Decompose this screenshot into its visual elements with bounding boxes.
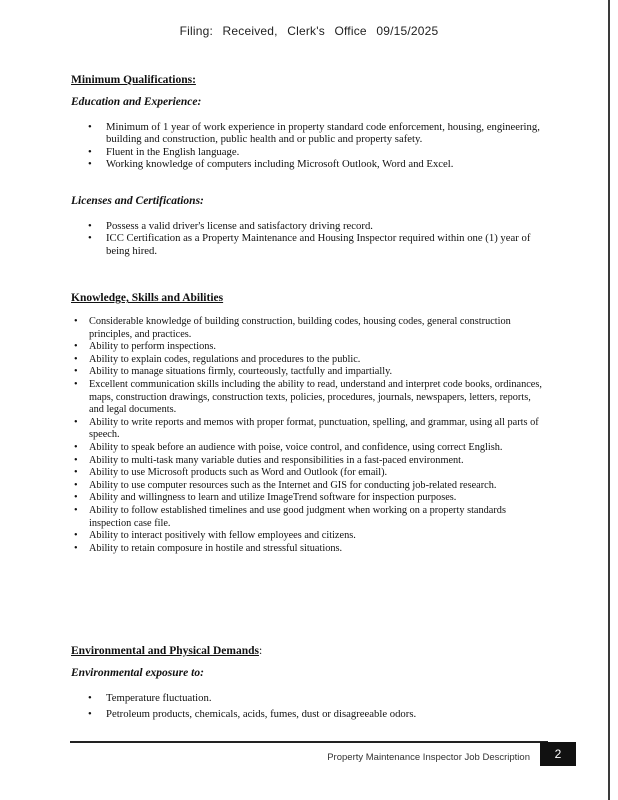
list-item: • Considerable knowledge of building construction, building codes, housing codes, general construction principles, and practices. — [74, 316, 544, 341]
env-exposure-heading: Environmental exposure to: — [71, 667, 204, 679]
env-heading: Environmental and Physical Demands — [71, 645, 259, 657]
list-item: • Ability to use computer resources such as the Internet and GIS for conducting job-related research. — [74, 480, 544, 493]
list-item: • ICC Certification as a Property Maintenance and Housing Inspector required within one (1) year of being hired. — [88, 232, 548, 257]
list-item: • Ability to speak before an audience with poise, voice control, and confidence, using correct English. — [74, 442, 544, 455]
list-item: • Minimum of 1 year of work experience in property standard code enforcement, housing, engineering, building and construction, public health and or public and property safety. — [88, 121, 548, 146]
list-item: • Possess a valid driver's license and satisfactory driving record. — [88, 220, 548, 232]
filing-stamp: Filing: Received, Clerk's Office 09/15/2025 — [179, 24, 439, 38]
education-list — [88, 121, 548, 171]
licenses-list — [88, 220, 548, 257]
list-item: • Fluent in the English language. — [88, 146, 548, 158]
footer-title: Property Maintenance Inspector Job Description — [327, 752, 530, 763]
list-item: • Ability to perform inspections. — [74, 341, 544, 354]
page-number: 2 — [540, 742, 576, 766]
env-list — [88, 690, 548, 722]
list-item: • Ability to manage situations firmly, courteously, tactfully and impartially. — [74, 366, 544, 379]
list-item: • Ability to follow established timelines and use good judgment when working on a property standards inspection case file. — [74, 505, 544, 530]
list-item: • Petroleum products, chemicals, acids, fumes, dust or disagreeable odors. — [88, 706, 548, 722]
list-item: • Temperature fluctuation. — [88, 690, 548, 706]
list-item: • Ability and willingness to learn and utilize ImageTrend software for inspection purposes. — [74, 492, 544, 505]
list-item: • Ability to explain codes, regulations and procedures to the public. — [74, 354, 544, 367]
ksa-list — [74, 316, 544, 555]
scan-edge — [608, 0, 610, 800]
env-heading-colon: : — [258, 645, 263, 657]
footer-divider — [70, 741, 548, 743]
education-heading: Education and Experience: — [71, 96, 202, 108]
licenses-heading: Licenses and Certifications: — [71, 195, 204, 207]
list-item: • Ability to retain composure in hostile and stressful situations. — [74, 543, 544, 556]
list-item: • Ability to multi-task many variable duties and responsibilities in a fast-paced environment. — [74, 455, 544, 468]
list-item: • Ability to interact positively with fellow employees and citizens. — [74, 530, 544, 543]
list-item: • Excellent communication skills including the ability to read, understand and interpret code books, ordinances, maps, construction drawings, construction texts, policies, procedures, journals, newspapers, letters, reports, and legal documents. — [74, 379, 544, 417]
ksa-heading: Knowledge, Skills and Abilities — [71, 292, 224, 304]
list-item: • Ability to write reports and memos with proper format, punctuation, spelling, and grammar, using all parts of speech. — [74, 417, 544, 442]
env-heading-wrap — [71, 645, 262, 657]
list-item: • Ability to use Microsoft products such as Word and Outlook (for email). — [74, 467, 544, 480]
list-item: • Working knowledge of computers including Microsoft Outlook, Word and Excel. — [88, 158, 548, 170]
min-quals-heading: Minimum Qualifications: — [71, 74, 196, 86]
